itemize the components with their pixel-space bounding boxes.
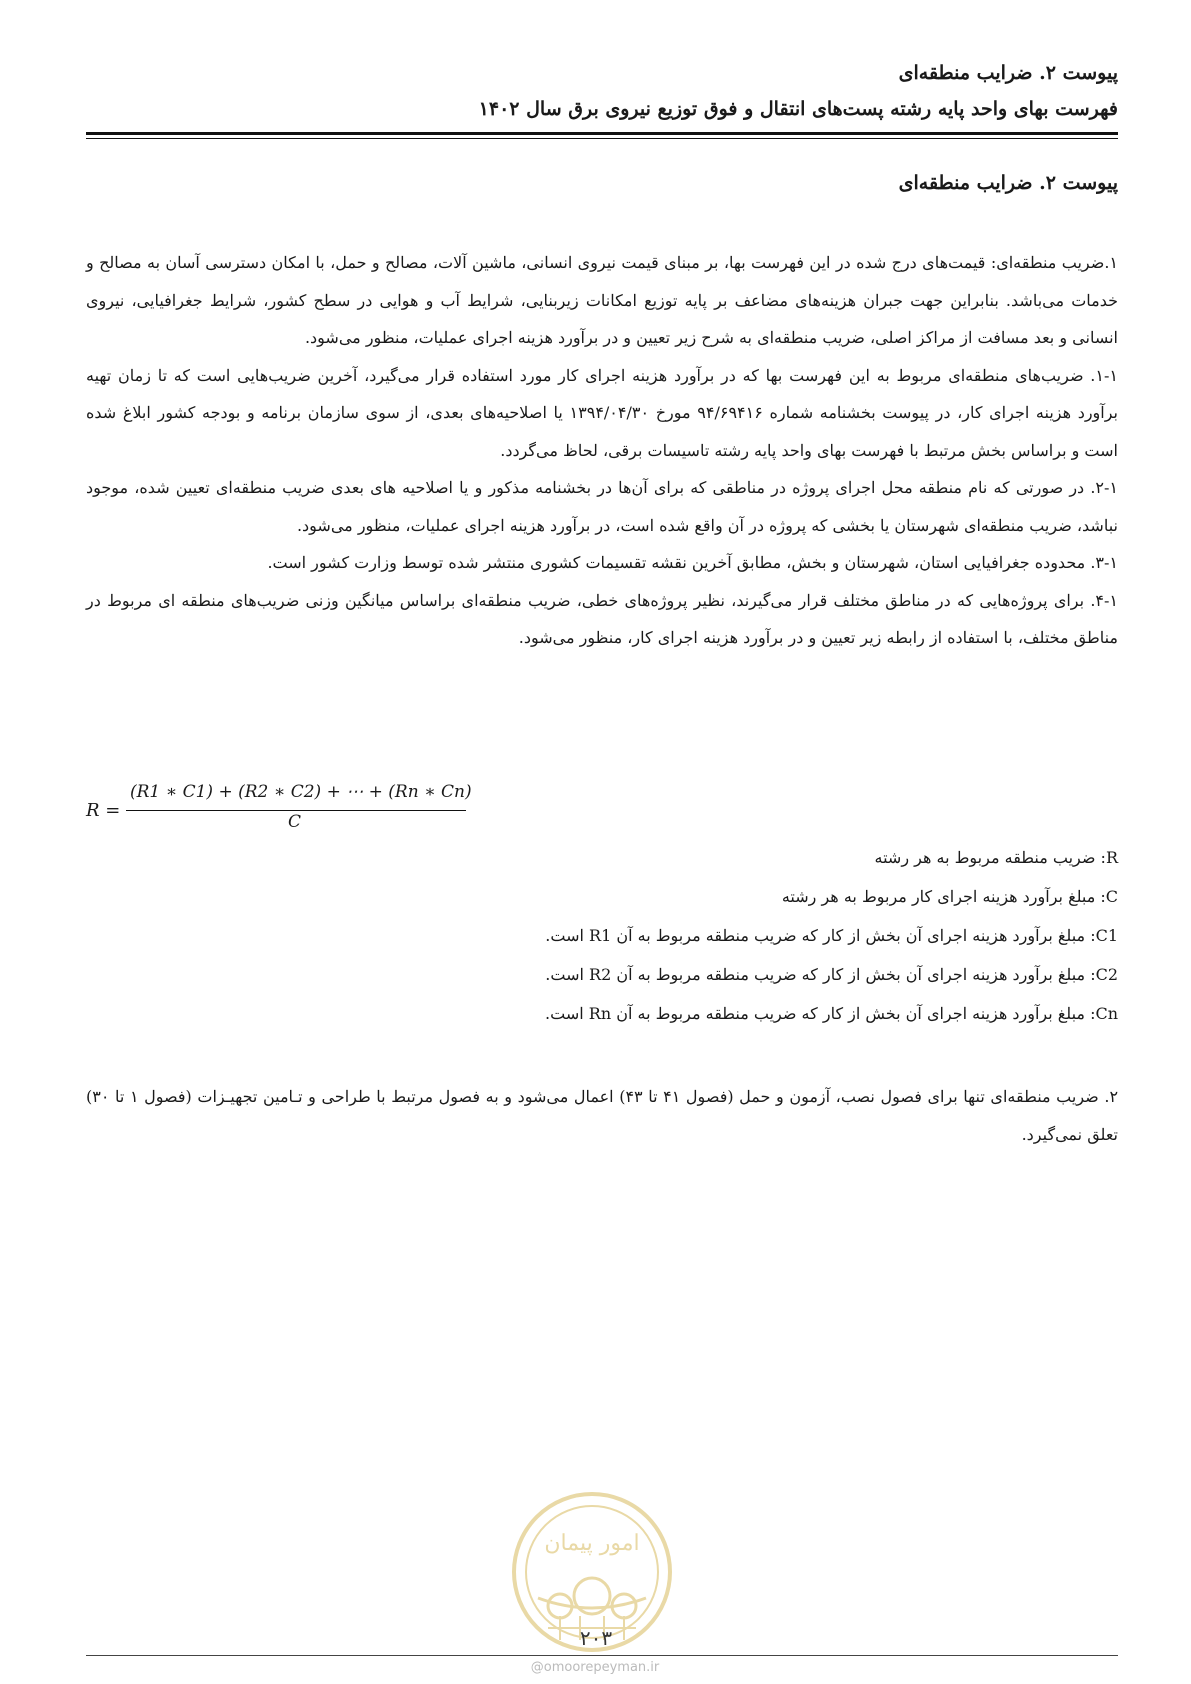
weighted-average-formula bbox=[86, 782, 486, 842]
definition-c2: C2: مبلغ برآورد هزینه اجرای آن بخش از کار که ضریب منطقه مربوط به آن R2 است. bbox=[545, 965, 1118, 984]
definition-c1: C1: مبلغ برآورد هزینه اجرای آن بخش از کار که ضریب منطقه مربوط به آن R1 است. bbox=[545, 926, 1118, 945]
paragraph-1: ۱.ضریب منطقه‌ای: قیمت‌های درج شده در این فهرست بها، بر مبنای قیمت نیروی انسانی، ماشین آلات، مصالح و حمل، با امکان دسترسی آسان به مصالح و خدمات می‌باشد. بنابراین جهت جبران هزینه‌های مضاعف بر پایه توزیع امکانات زیربنایی، شرایط آب و هوایی در سطح کشور، شرایط جغرافیایی، نیروی انسانی و بعد مسافت از مراکز اصلی، ضریب منطقه‌ای به شرح زیر تعیین و در برآورد هزینه اجرای عملیات، منظور می‌شود. bbox=[86, 253, 1118, 347]
formula-numerator: (R1 ∗ C1) + (R2 ∗ C2) + ⋯ + (Rn ∗ Cn) bbox=[130, 782, 472, 802]
header-rule-thin bbox=[86, 138, 1118, 139]
header-appendix-title: پیوست ۲. ضرایب منطقه‌ای bbox=[898, 62, 1118, 84]
definition-r: R: ضریب منطقه مربوط به هر رشته bbox=[874, 848, 1118, 867]
section-1-body bbox=[86, 244, 1118, 657]
fraction-bar bbox=[126, 810, 466, 811]
formula-denominator: C bbox=[288, 812, 302, 832]
formula-definitions bbox=[86, 838, 1118, 1033]
header-rule-thick bbox=[86, 132, 1118, 135]
paragraph-1-1: ۱-۱. ضریب‌های منطقه‌ای مربوط به این فهرست بها که در برآورد هزینه اجرای کار مورد استفاده قرار می‌گیرد، آخرین ضریب‌هایی است که تا زمان تهیه برآورد هزینه اجرای کار، در پیوست بخشنامه شماره ۹۴/۶۹۴۱۶ مورخ ۱۳۹۴/۰۴/۳۰ یا اصلاحیه‌های بعدی، از سوی سازمان برنامه و بودجه کشور ابلاغ شده است و براساس بخش مرتبط با فهرست بهای واحد پایه رشته تاسیسات برقی، لحاظ می‌گردد. bbox=[86, 365, 1119, 460]
header-document-title: فهرست بهای واحد پایه رشته پست‌های انتقال و فوق توزیع نیروی برق سال ۱۴۰۲ bbox=[478, 98, 1118, 120]
footer-rule bbox=[86, 1655, 1118, 1656]
paragraph-1-3: ۳-۱. محدوده جغرافیایی استان، شهرستان و بخش، مطابق آخرین نقشه تقسیمات کشوری منتشر شده توسط وزارت کشور است. bbox=[267, 553, 1118, 572]
section-title: پیوست ۲. ضرایب منطقه‌ای bbox=[898, 172, 1118, 194]
paragraph-1-2: ۲-۱. در صورتی که نام منطقه محل اجرای پروژه در مناطقی که برای آن‌ها در بخشنامه مذکور و یا اصلاحیه های بعدی ضریب منطقه‌ای تعیین شده، موجود نباشد، ضریب منطقه‌ای شهرستان یا بخشی که پروژه در آن واقع شده است، در برآورد هزینه اجرای عملیات، منظور می‌شود. bbox=[86, 478, 1118, 535]
definition-c: C: مبلغ برآورد هزینه اجرای کار مربوط به هر رشته bbox=[781, 887, 1118, 906]
page-number: ۲۰۳ bbox=[579, 1626, 613, 1650]
paragraph-1-4: ۴-۱. برای پروژه‌هایی که در مناطق مختلف قرار می‌گیرند، نظیر پروژه‌های خطی، ضریب منطقه‌ای براساس میانگین وزنی ضریب‌های منطقه ای مربوط در مناطق مختلف، با استفاده از رابطه زیر تعیین و در برآورد هزینه اجرای کار، منظور می‌شود. bbox=[86, 590, 1119, 647]
definition-cn: Cn: مبلغ برآورد هزینه اجرای آن بخش از کار که ضریب منطقه مربوط به آن Rn است. bbox=[545, 1004, 1118, 1023]
paragraph-2: ۲. ضریب منطقه‌ای تنها برای فصول نصب، آزمون و حمل (فصول ۴۱ تا ۴۳) اعمال می‌شود و به فصول مرتبط با طراحی و تـامین تجهیـزات (فصول ۱ تا ۳۰) تعلق نمی‌گیرد. bbox=[86, 1087, 1119, 1144]
formula-lhs: R = bbox=[86, 800, 121, 821]
section-2-body bbox=[86, 1078, 1118, 1153]
website-watermark: @omoorepeyman.ir bbox=[530, 1660, 660, 1675]
seal-lettering: امور پیمان bbox=[544, 1531, 640, 1556]
